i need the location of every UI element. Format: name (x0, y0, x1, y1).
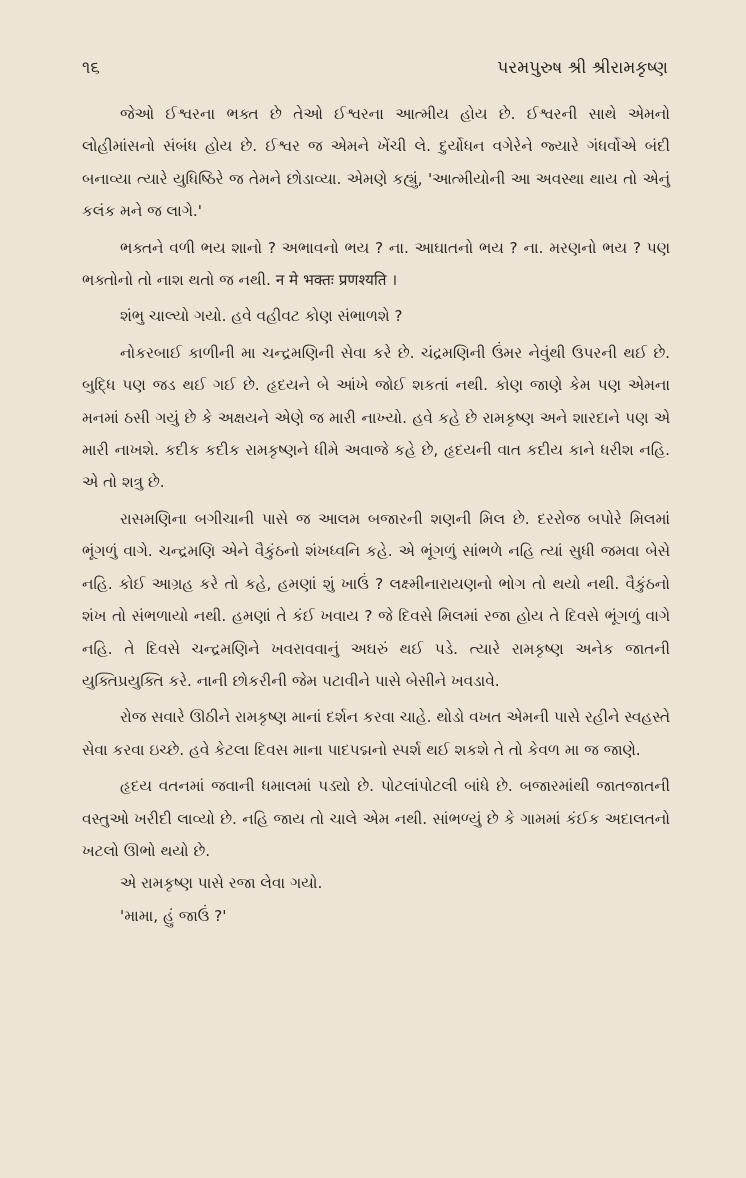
paragraph (82, 98, 670, 228)
paragraph (82, 337, 670, 499)
paragraph-text: જેઓ ઈશ્વરના ભક્ત છે તેઓ ઈશ્વરના આત્મીય હોય છે. ઈશ્વરની સાથે એમનો લોહીમાંસનો સંબંધ હોય છે. ઈશ્વર જ એમને ખેંચી લે. દુર્યોધન વગેરેને જ્યારે ગંધર્વોએ બંદી બનાવ્યા ત્યારે યુધિષ્ઠિરે જ તેમને છોડાવ્યા. એમણે કહ્યું, 'આત્મીયોની આ અવસ્થા થાય તો એનું કલંક મને જ લાગે.' (82, 105, 670, 221)
paragraph (82, 232, 670, 297)
running-title: પરમપુરુષ શ્રી શ્રીરામકૃષ્ણ (497, 58, 668, 78)
paragraph-text: રોજ સવારે ઊઠીને રામકૃષ્ણ માનાં દર્શન કરવા ચાહે. થોડો વખત એમની પાસે રહીને સ્વહસ્તે સેવા કરવા ઇચ્છે. હવે કેટલા દિવસ માના પાદપદ્મનો સ્પર્શ થઈ શકશે તે તો કેવળ મા જ જાણે. (82, 708, 670, 759)
paragraph-text: રાસમણિના બગીચાની પાસે જ આલમ બજારની શણની મિલ છે. દરરોજ બપોરે મિલમાં ભૂંગળું વાગે. ચન્દ્રમણિ એને વૈકુંઠનો શંખધ્વનિ કહે. એ ભૂંગળું સાંભળે નહિ ત્યાં સુધી જમવા બેસે નહિ. કોઈ આગ્રહ કરે તો કહે, હમણાં શું ખાઉં ? લક્ષ્મીનારાયણનો ભોગ તો થયો નથી. વૈકુંઠનો શંખ તો સંભળાયો નથી. હમણાં તે કંઈ ખવાય ? જે દિવસે મિલમાં રજા હોય તે દિવસે ભૂંગળું વાગે નહિ. તે દિવસે ચન્દ્રમણિને ખવરાવવાનું અઘરું થઈ પડે. ત્યારે રામકૃષ્ણ અનેક જાતની યુક્તિપ્રયુક્તિ કરે. નાની છોકરીની જેમ પટાવીને પાસે બેસીને ખવડાવે. (82, 509, 670, 690)
page-body (82, 98, 670, 932)
paragraph (82, 701, 670, 766)
paragraph-text: ભક્તને વળી ભય શાનો ? અભાવનો ભય ? ના. આઘાતનો ભય ? ના. મરણનો ભય ? પણ ભક્તોનો તો નાશ થતો જ નથી. (82, 238, 670, 290)
paragraph (82, 503, 670, 697)
page-header (82, 52, 668, 84)
paragraph-text: નોકરબાઈ કાળીની મા ચન્દ્રમણિની સેવા કરે છે. ચંદ્રમણિની ઉંમર નેવુંથી ઉપરની થઈ છે. બુદ્ધિ પણ જડ થઈ ગઈ છે. હૃદયને બે આંખે જોઈ શકતાં નથી. કોણ જાણે કેમ પણ એમના મનમાં ઠસી ગયું છે કે અક્ષયને એણે જ મારી નાખ્યો. હવે કહે છે રામકૃષ્ણ અને શારદાને પણ એ મારી નાખશે. કદીક કદીક રામકૃષ્ણને ધીમે અવાજે કહે છે, હૃદયની વાત કદીય કાને ધરીશ નહિ. એ તો શત્રુ છે. (82, 343, 670, 492)
paragraph-text: શંભુ ચાલ્યો ગયો. હવે વહીવટ કોણ સંભાળશે ? (120, 307, 403, 326)
paragraph (82, 770, 670, 867)
paragraph (82, 900, 670, 932)
page-number: ૧૬ (82, 58, 100, 78)
paragraph-text: એ રામકૃષ્ણ પાસે રજા લેવા ગયો. (120, 874, 323, 893)
sanskrit-quote: न मे भक्तः प्रणश्यति । (275, 271, 398, 290)
paragraph (82, 867, 670, 899)
paragraph-text: હૃદય વતનમાં જવાની ધમાલમાં પડ્યો છે. પોટલાંપોટલી બાંધે છે. બજારમાંથી જાતજાતની વસ્તુઓ ખરીદી લાવ્યો છે. નહિ જાય તો ચાલે એમ નથી. સાંભળ્યું છે કે ગામમાં કંઈક અદાલતનો ખટલો ઊભો થયો છે. (82, 777, 670, 860)
paragraph (82, 300, 670, 332)
paragraph-text: 'મામા, હું જાઉં ?' (120, 906, 227, 925)
